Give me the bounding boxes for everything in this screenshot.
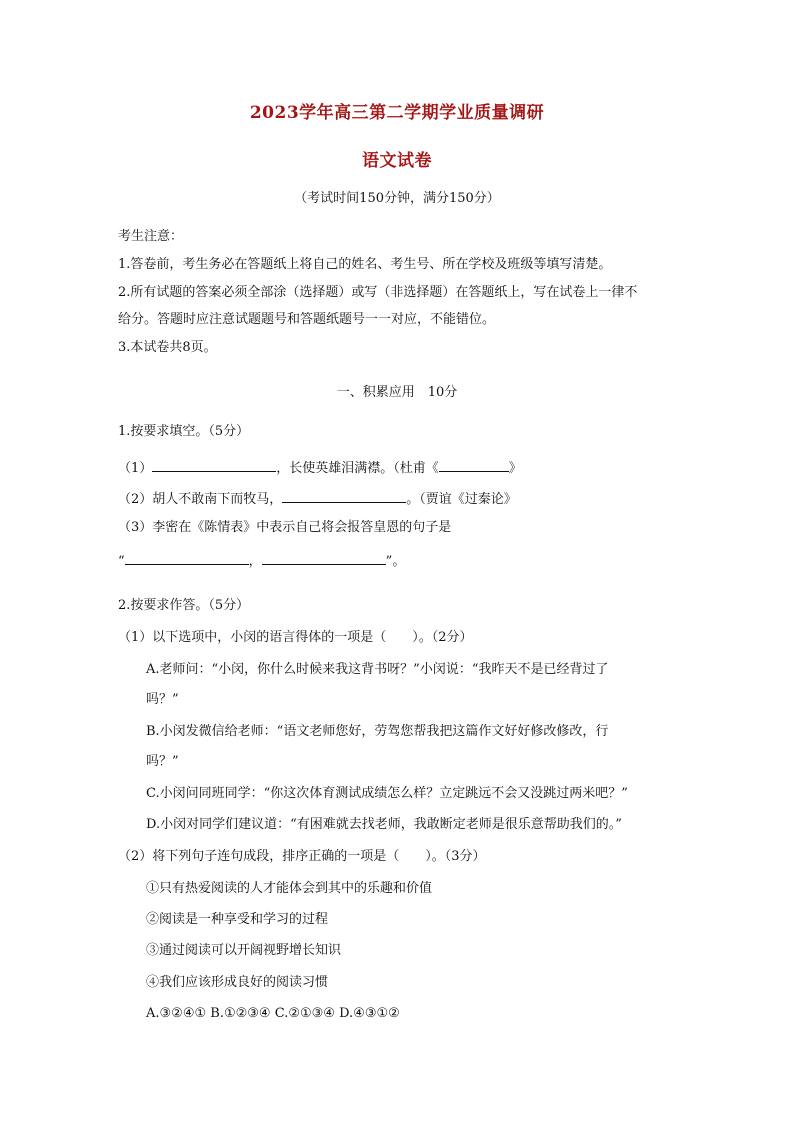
notice-item-2-line-2: 给分。答题时应注意试题题号和答题纸题号一一对应，不能错位。 <box>118 312 496 327</box>
exam-time-info: （考试时间150分钟，满分150分） <box>294 191 500 206</box>
notice-item-3: 3.本试卷共8页。 <box>118 340 217 355</box>
q2-option-c: C.小闵问同班同学：“你这次体育测试成绩怎么样？立定跳远不会又没跳过两米吧？” <box>146 786 628 801</box>
q1-part-2-prefix: （2）胡人不敢南下而牧马， <box>118 492 283 507</box>
q2-option-b-line-2: 吗？” <box>146 754 179 769</box>
q2-sentence-1: ①只有热爱阅读的人才能体会到其中的乐趣和价值 <box>146 881 433 896</box>
q2-sub-2-stem: （2）将下列句子连句成段，排序正确的一项是（ ）。（3分） <box>118 849 486 864</box>
q1-part-3-blank-1[interactable] <box>125 550 249 565</box>
q2-stem: 2.按要求作答。（5分） <box>118 598 250 613</box>
q2-sub-1-stem: （1）以下选项中，小闵的语言得体的一项是（ ）。（2分） <box>118 630 473 645</box>
q2-sentence-4: ④我们应该形成良好的阅读习惯 <box>146 975 329 990</box>
q2-sentence-3: ③通过阅读可以开阔视野增长知识 <box>146 943 342 958</box>
q2-option-b-line-1: B.小闵发微信给老师：“语文老师您好，劳驾您帮我把这篇作文好好修改修改，行 <box>146 724 609 739</box>
q1-part-1-prefix: （1） <box>118 461 153 476</box>
q1-part-3-blank-2[interactable] <box>262 550 386 565</box>
q1-part-2 <box>118 488 517 509</box>
notice-item-1: 1.答卷前，考生务必在答题纸上将自己的姓名、考生号、所在学校及班级等填写清楚。 <box>118 257 612 272</box>
q1-part-3-line-1: （3）李密在《陈情表》中表示自己将会报答皇恩的句子是 <box>118 520 452 535</box>
q1-part-3-close-quote: ”。 <box>385 554 406 569</box>
q1-stem: 1.按要求填空。（5分） <box>118 424 250 439</box>
exam-title: 2023学年高三第二学期学业质量调研 <box>249 103 545 123</box>
q2-option-a-line-1: A.老师问：“小闵，你什么时候来我这背书呀？”小闵说：“我昨天不是已经背过了 <box>146 662 609 677</box>
q1-part-1 <box>118 457 522 478</box>
notice-item-2-line-1: 2.所有试题的答案必须全部涂（选择题）或写（非选择题）在答题纸上，写在试卷上一律不 <box>118 285 638 300</box>
section-1-heading: 一、积累应用 10分 <box>336 385 458 400</box>
exam-subtitle: 语文试卷 <box>362 151 432 171</box>
q2-option-a-line-2: 吗？” <box>146 692 179 707</box>
q2-sentence-2: ②阅读是一种享受和学习的过程 <box>146 912 329 927</box>
q1-part-2-suffix: 。（贾谊《过秦论》 <box>406 492 517 507</box>
q1-part-3-comma: ， <box>248 554 262 569</box>
q1-part-3-line-2 <box>118 550 405 571</box>
q1-part-1-suffix: 》 <box>508 461 522 476</box>
q1-part-1-title-blank[interactable] <box>439 457 509 472</box>
q2-sub-2-options: A.③②④① B.①②③④ C.②①③④ D.④③①② <box>146 1006 400 1021</box>
q1-part-2-blank[interactable] <box>282 488 406 503</box>
q1-part-3-open-quote: “ <box>118 554 125 569</box>
q2-option-d: D.小闵对同学们建议道：“有困难就去找老师，我敢断定老师是很乐意帮助我们的。” <box>146 817 622 832</box>
notice-heading: 考生注意： <box>118 229 184 244</box>
q1-part-1-mid: ，长使英雄泪满襟。（杜甫《 <box>276 461 439 476</box>
q1-part-1-blank[interactable] <box>152 457 276 472</box>
